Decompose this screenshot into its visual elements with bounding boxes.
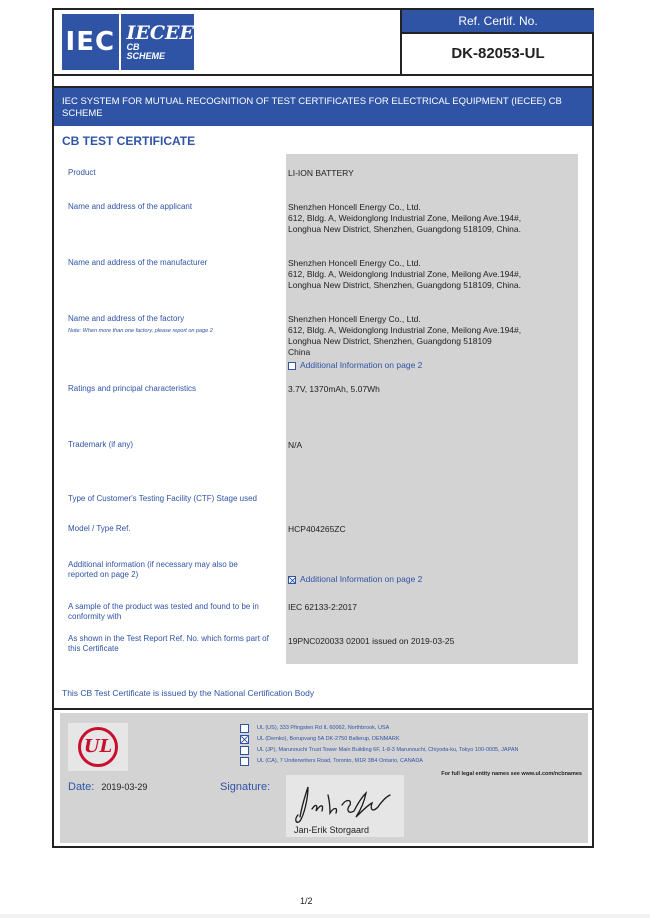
ul-entity-jp[interactable] — [240, 745, 588, 756]
additional-info-label: Additional Information on page 2 — [300, 574, 423, 584]
additional-info-option[interactable] — [288, 574, 578, 585]
row-label — [68, 314, 278, 335]
row-label: Ratings and principal characteristics — [68, 384, 197, 393]
ul-entity-label: UL (JP), Marunouchi Trust Tower Main Building 6F, 1-8-3 Marunouchi, Chiyoda-ku, Tokyo 100-0005, JAPAN — [257, 747, 519, 753]
row-value: HCP404265ZC — [288, 524, 346, 534]
row-label: Trademark (if any) — [68, 440, 134, 449]
ref-certif-number: DK-82053-UL — [402, 32, 594, 74]
ul-entity-label: UL (Demko), Borupvang 5A DK-2750 Ballerup, DENMARK — [257, 736, 400, 742]
row-value: LI-ION BATTERY — [288, 168, 354, 178]
footer-divider — [54, 708, 592, 710]
certification-body-footer — [60, 713, 588, 843]
reference-box — [400, 10, 594, 74]
page-bottom-edge — [0, 914, 650, 918]
ref-certif-label: Ref. Certif. No. — [402, 10, 594, 32]
signature-label: Signature: — [220, 781, 271, 793]
row-label: Additional information (if necessary may also be reported on page 2) — [68, 560, 238, 579]
checkbox-checked-icon[interactable] — [288, 576, 296, 584]
legal-entity-note: For full legal entity names see www.ul.com/ncbnames — [441, 771, 582, 777]
certificate-header — [54, 10, 592, 76]
checkbox-checked-icon[interactable] — [240, 735, 249, 744]
iecee-logo-scheme: SCHEME — [126, 51, 166, 61]
row-value: IEC 62133-2:2017 — [288, 602, 357, 612]
ul-logo-mark: UL — [78, 727, 118, 767]
row-label: Model / Type Ref. — [68, 524, 131, 533]
row-value: Shenzhen Honcell Energy Co., Ltd. 612, Bldg. A, Weidonglong Industrial Zone, Meilong Ave.194#, Longhua New District, Shenzhen, Guangdong 518109 China — [288, 314, 522, 357]
row-value: 3.7V, 1370mAh, 5.07Wh — [288, 384, 380, 394]
ul-entity-us[interactable] — [240, 723, 588, 734]
row-label: Product — [68, 168, 96, 177]
row-value-container — [288, 314, 578, 371]
ul-entity-ca[interactable] — [240, 756, 588, 767]
signer-name: Jan-Erik Storgaard — [294, 825, 370, 835]
certificate — [52, 8, 594, 848]
date-field — [68, 781, 147, 793]
additional-info-option[interactable] — [288, 360, 578, 371]
ul-entity-demko[interactable] — [240, 734, 588, 745]
row-value: 19PNC020033 02001 issued on 2019-03-25 — [288, 636, 455, 646]
row-value-container — [288, 572, 578, 585]
row-value: Shenzhen Honcell Energy Co., Ltd. 612, Bldg. A, Weidonglong Industrial Zone, Meilong Ave.194#, Longhua New District, Shenzhen, Guangdong 518109, China. — [288, 258, 522, 290]
page-title: CB TEST CERTIFICATE — [62, 134, 196, 148]
checkbox-unchecked-icon[interactable] — [240, 724, 249, 733]
row-label: Type of Customer's Testing Facility (CTF) Stage used — [68, 494, 258, 503]
iec-logo-text: IEC — [65, 27, 116, 57]
date-value: 2019-03-29 — [101, 782, 148, 792]
row-label-text: Name and address of the factory — [68, 314, 185, 323]
ul-entity-label: UL (US), 333 Pfingsten Rd IL 60062, Northbrook, USA — [257, 725, 390, 731]
iec-iecee-logo — [62, 14, 194, 70]
ul-logo — [68, 723, 128, 771]
row-label: A sample of the product was tested and found to be in conformity with — [68, 602, 259, 621]
iecee-logo-main: IECEE — [126, 22, 194, 44]
checkbox-unchecked-icon[interactable] — [240, 746, 249, 755]
row-label: Name and address of the applicant — [68, 202, 193, 211]
row-note: Note: When more than one factory, please report on page 2 — [68, 328, 213, 334]
page-number: 1/2 — [300, 896, 313, 906]
header-divider — [54, 74, 592, 76]
row-value: Shenzhen Honcell Energy Co., Ltd. 612, Bldg. A, Weidonglong Industrial Zone, Meilong Ave.194#, Longhua New District, Shenzhen, Guangdong 518109, China. — [288, 202, 522, 234]
date-label: Date: — [68, 781, 95, 793]
iecee-system-band: IEC SYSTEM FOR MUTUAL RECOGNITION OF TEST CERTIFICATES FOR ELECTRICAL EQUIPMENT (IECEE) CB SCHEME — [54, 86, 592, 126]
iecee-logo — [121, 23, 194, 61]
row-value: N/A — [288, 440, 303, 450]
issued-by-statement: This CB Test Certificate is issued by the National Certification Body — [62, 688, 315, 698]
ul-entity-list — [240, 723, 588, 767]
iecee-logo-cb: CB — [126, 42, 140, 52]
checkbox-unchecked-icon[interactable] — [240, 757, 249, 766]
additional-info-label: Additional Information on page 2 — [300, 360, 423, 370]
row-label: Name and address of the manufacturer — [68, 258, 208, 267]
ul-entity-label: UL (CA), 7 Underwriters Road, Toronto, M1R 3B4 Ontario, CANADA — [257, 758, 423, 764]
checkbox-unchecked-icon[interactable] — [288, 362, 296, 370]
row-label: As shown in the Test Report Ref. No. which forms part of this Certificate — [68, 634, 269, 653]
